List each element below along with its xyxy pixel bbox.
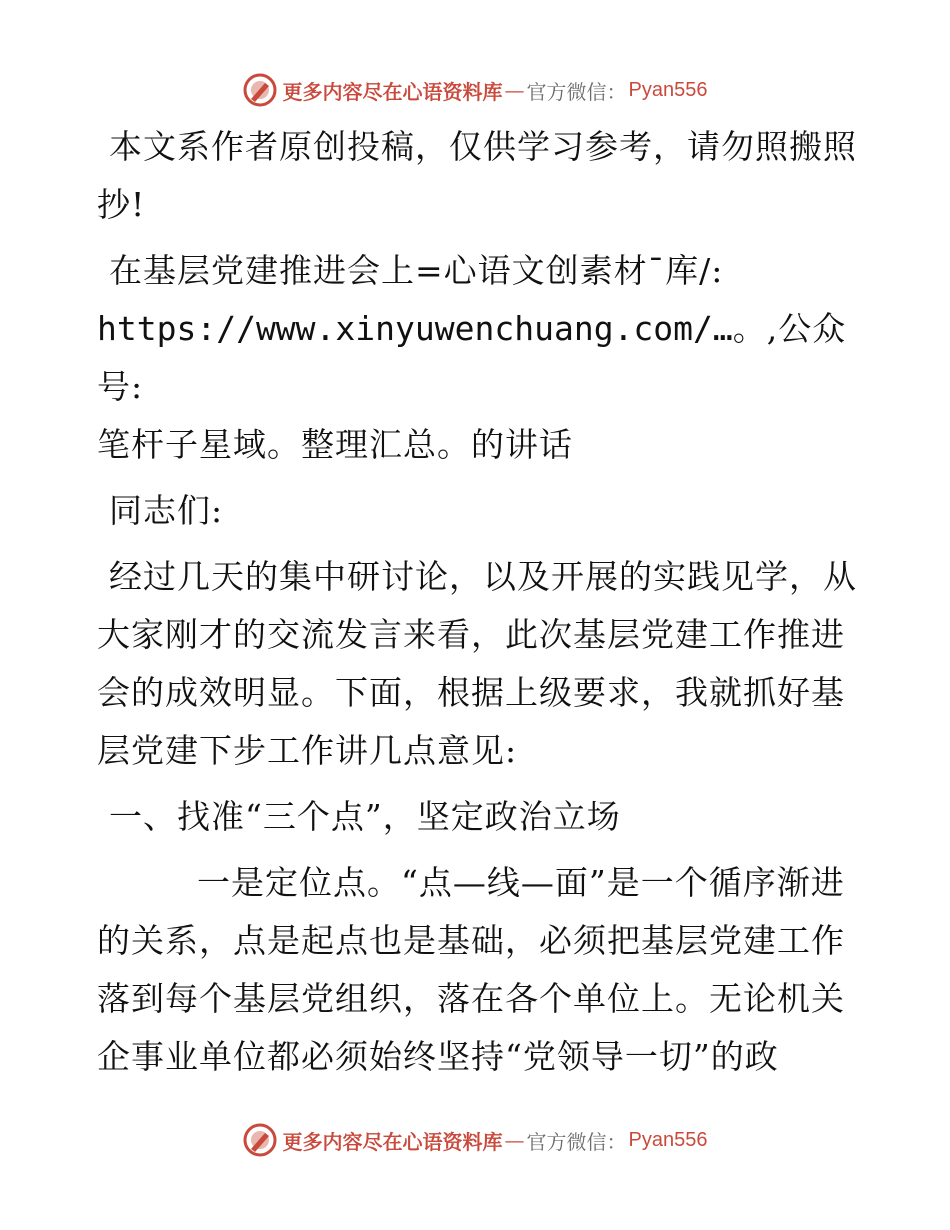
banner-official-label: 官方微信： (526, 79, 627, 104)
speech-title-paragraph (97, 242, 857, 474)
salutation-paragraph: 同志们: (109, 491, 224, 530)
footer-watermark-banner (0, 1120, 950, 1160)
header-watermark-banner (0, 70, 950, 110)
disclaimer-paragraph: 本文系作者原创投稿，仅供学习参考，请勿照搬照抄! (97, 127, 857, 224)
body-paragraph-positioning: 一是定位点。“点—线—面”是一个循序渐进的关系，点是起点也是基础，必须把基层党建工作落到每个基层党组织，落在各个单位上。无论机关企事业单位都必须始终坚持“党领导一切”的政 (97, 863, 845, 1076)
pen-logo-icon (243, 1123, 277, 1157)
banner-wechat-id: Pyan556 (628, 1128, 708, 1151)
source-url-link[interactable]: https://www.xinyuwenchuang.com/… (97, 309, 733, 348)
speech-title-line1: 在基层党建推进会上=心语文创素材¯库/: (109, 251, 724, 290)
pen-logo-icon (243, 73, 277, 107)
intro-paragraph: 经过几天的集中研讨论，以及开展的实践见学，从大家刚才的交流发言来看，此次基层党建工作推进会的成效明显。下面，根据上级要求，我就抓好基层党建下步工作讲几点意见: (97, 557, 857, 770)
speech-title-line3: 笔杆子星域。整理汇总。的讲话 (97, 425, 573, 464)
banner-dash: — (504, 1128, 525, 1152)
banner-wechat-id: Pyan556 (628, 78, 708, 101)
section-heading-1: 一、找准“三个点”，坚定政治立场 (109, 797, 621, 836)
banner-dash: — (504, 78, 525, 102)
banner-brand-text: 更多内容尽在心语资料库 (282, 79, 503, 104)
speech-title-account: 。,公众号: (97, 309, 847, 406)
document-body (97, 118, 857, 1094)
banner-official-label: 官方微信： (526, 1129, 627, 1154)
banner-brand-text: 更多内容尽在心语资料库 (282, 1129, 503, 1154)
